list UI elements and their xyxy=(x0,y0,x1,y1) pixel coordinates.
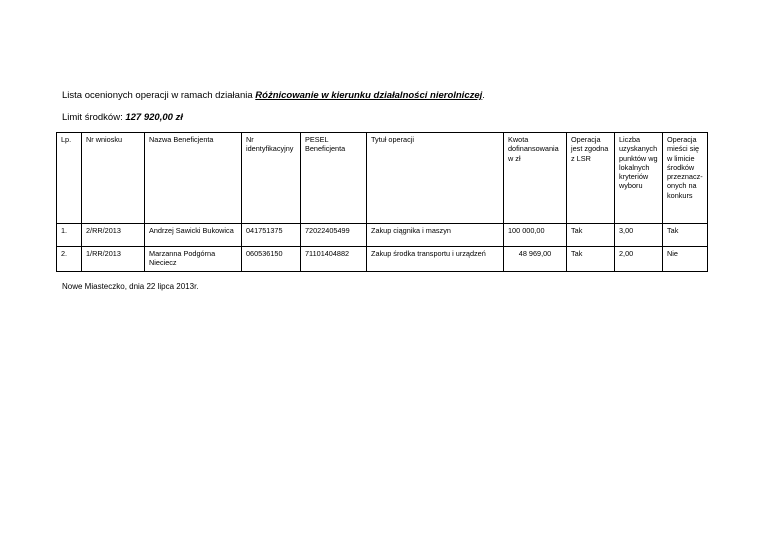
funds-limit xyxy=(62,112,183,123)
table-row xyxy=(57,247,708,272)
cell-pesel: 72022405499 xyxy=(301,224,367,247)
cell-tytul: Zakup ciągnika i maszyn xyxy=(367,224,504,247)
col-header-beneficjent: Nazwa Beneficjenta xyxy=(145,133,242,224)
cell-beneficjent: Andrzej Sawicki Bukowica xyxy=(145,224,242,247)
cell-lp: 1. xyxy=(57,224,82,247)
place-date: Nowe Miasteczko, dnia 22 lipca 2013r. xyxy=(62,282,199,291)
cell-punkty: 3,00 xyxy=(615,224,663,247)
cell-nr-wniosku: 2/RR/2013 xyxy=(82,224,145,247)
cell-tytul: Zakup środka transportu i urządzeń xyxy=(367,247,504,272)
heading-suffix: . xyxy=(482,90,485,101)
operations-table xyxy=(56,132,708,272)
heading-prefix: Lista ocenionych operacji w ramach działania xyxy=(62,90,256,101)
table-row xyxy=(57,224,708,247)
cell-zgodna: Tak xyxy=(567,247,615,272)
cell-kwota: 100 000,00 xyxy=(504,224,567,247)
col-header-tytul: Tytuł operacji xyxy=(367,133,504,224)
col-header-punkty: Liczba uzyskanych punktów wg lokalnych kryteriów wyboru xyxy=(615,133,663,224)
col-header-w-limicie: Operacja mieści się w limicie środków przeznacz-onych na konkurs xyxy=(663,133,708,224)
col-header-kwota: Kwota dofinansowania w zł xyxy=(504,133,567,224)
col-header-zgodna: Operacja jest zgodna z LSR xyxy=(567,133,615,224)
funds-limit-amount: 127 920,00 zł xyxy=(125,112,183,123)
cell-punkty: 2,00 xyxy=(615,247,663,272)
funds-limit-label: Limit środków: xyxy=(62,112,126,123)
cell-w-limicie: Nie xyxy=(663,247,708,272)
cell-pesel: 71101404882 xyxy=(301,247,367,272)
col-header-nr-wniosku: Nr wniosku xyxy=(82,133,145,224)
cell-nr-id: 060536150 xyxy=(242,247,301,272)
list-heading xyxy=(62,90,485,101)
table-header-row xyxy=(57,133,708,224)
cell-lp: 2. xyxy=(57,247,82,272)
cell-beneficjent: Marzanna Podgórna Nieciecz xyxy=(145,247,242,272)
col-header-lp: Lp. xyxy=(57,133,82,224)
cell-nr-wniosku: 1/RR/2013 xyxy=(82,247,145,272)
cell-kwota: 48 969,00 xyxy=(504,247,567,272)
cell-w-limicie: Tak xyxy=(663,224,708,247)
col-header-nr-id: Nr identyfikacyjny xyxy=(242,133,301,224)
cell-zgodna: Tak xyxy=(567,224,615,247)
action-name: Różnicowanie w kierunku działalności nierolniczej xyxy=(255,90,483,101)
col-header-pesel: PESEL Beneficjenta xyxy=(301,133,367,224)
cell-nr-id: 041751375 xyxy=(242,224,301,247)
